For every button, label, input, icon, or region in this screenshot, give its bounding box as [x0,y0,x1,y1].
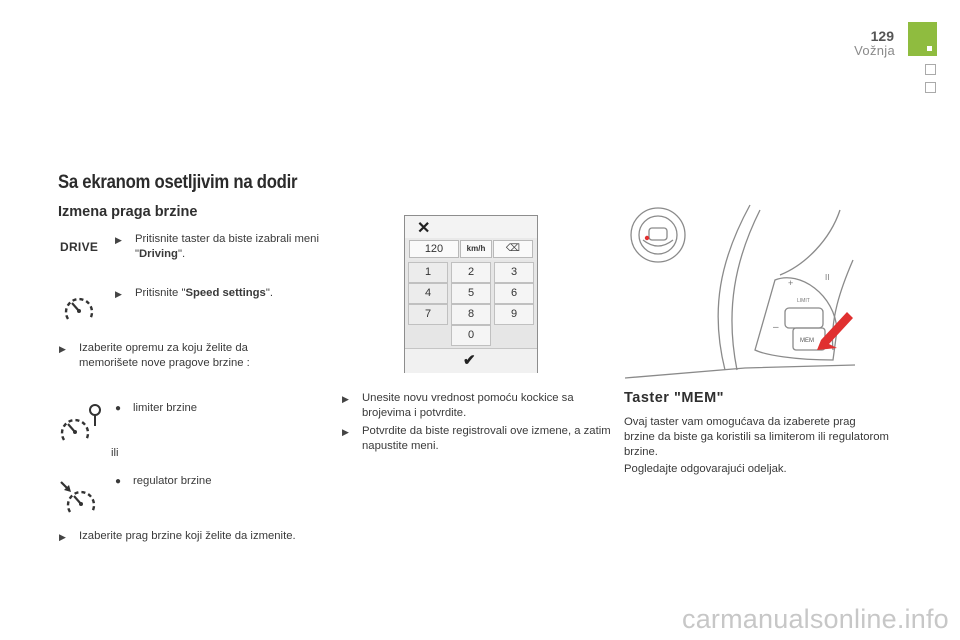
speedometer-icon [62,293,96,325]
keypad-key: 1 [408,262,448,283]
keypad-key: 9 [494,304,534,325]
svg-text:+: + [788,278,794,288]
mem-button-label: MEM [800,338,814,344]
option-regulator: ● regulator brzine [115,475,212,487]
close-icon: ✕ [417,220,431,237]
step-speed-settings: ▶ Pritisnite "Speed settings". [115,286,345,301]
step-confirm: ▶ Potvrdite da biste registrovali ove izmene, a zatim napustite meni. [342,425,611,452]
page-title: Sa ekranom osetljivim na dodir [58,172,298,193]
keypad-key: 5 [451,283,491,304]
keypad-key: 6 [494,283,534,304]
page-number: 129 [870,28,894,44]
mem-reference: Pogledajte odgovarajući odeljak. [624,463,787,475]
speed-limiter-icon [58,400,104,446]
step-select-threshold: ▶ Izaberite prag brzine koji želite da izmenite. [59,529,379,544]
backspace-icon: ⌫ [493,240,533,258]
chapter-title: Vožnja [854,43,895,58]
step-driving: ▶ Pritisnite taster da biste izabrali meni "Driving". [115,233,319,260]
arrow-icon: ▶ [59,344,66,354]
check-icon: ✔ [463,352,476,369]
cruise-control-icon [58,478,100,516]
keypad-key: 8 [451,304,491,325]
keypad-key: 0 [451,325,491,346]
or-text: ili [111,447,119,459]
svg-text:–: – [773,322,779,333]
chapter-tab-empty [925,64,936,75]
keypad-key: 7 [408,304,448,325]
drive-button-label: DRIVE [60,240,99,254]
option-limiter: ● limiter brzine [115,402,198,414]
svg-text:II: II [825,273,830,282]
bullet-icon: ● [115,476,122,487]
step-select-equipment: ▶ Izaberite opremu za koju želite da memorišete nove pragove brzine : [59,342,250,369]
speed-value-field: 120 [409,240,459,258]
chapter-tab-empty [925,82,936,93]
arrow-icon: ▶ [59,532,66,542]
keypad-illustration [404,215,538,373]
keypad-key: 4 [408,283,448,304]
keypad-key: 2 [451,262,491,283]
arrow-icon: ▶ [342,394,349,404]
chapter-tab-active [908,22,937,56]
steering-wheel-thumbnail [631,208,685,262]
arrow-icon: ▶ [115,235,122,245]
unit-label: km/h [460,240,492,258]
limit-label: LIMIT [797,298,810,304]
section-title: Izmena praga brzine [58,204,198,220]
mem-title: Taster "MEM" [624,390,725,406]
steering-wheel-illustration [625,200,865,380]
bullet-icon: ● [115,403,122,414]
keypad-key: 3 [494,262,534,283]
watermark: carmanualsonline.info [682,604,949,634]
step-enter-value: ▶ Unesite novu vrednost pomoću kockice sa brojevima i potvrdite. [342,392,574,419]
mem-description: Ovaj taster vam omogućava da izaberete prag brzine da biste ga koristili sa limiterom ili regulatorom brzine. [624,416,889,458]
arrow-icon: ▶ [342,427,349,437]
arrow-icon: ▶ [115,289,122,299]
